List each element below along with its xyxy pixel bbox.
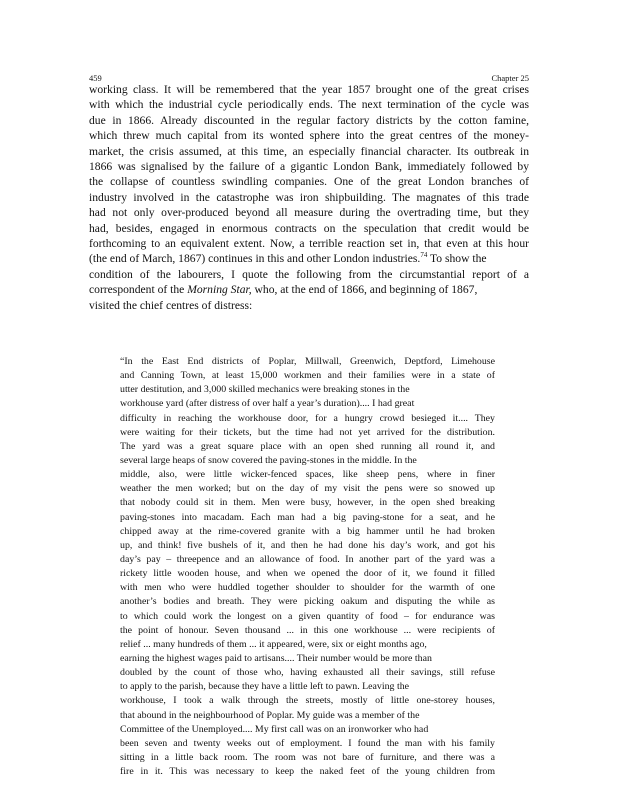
- body-line: [89, 251, 529, 266]
- quote-line: workhouse, I took a walk through the streets, mostly of little one-storey houses,: [120, 695, 495, 707]
- quote-line: earning the highest wages paid to artisans.... Their number would be more than: [120, 653, 432, 665]
- newspaper-title: Morning Star,: [187, 283, 252, 297]
- quote-line: “In the East End districts of Poplar, Millwall, Greenwich, Deptford, Limehouse: [120, 356, 495, 367]
- quote-line: doubled by the count of those who, having exhausted all their savings, still refuse: [120, 667, 495, 679]
- body-line: due in 1866. Already discounted in the regular factory districts by the cotton famine,: [89, 113, 529, 127]
- quote-line: several large heaps of snow covered the paving-stones in the middle. In the: [120, 455, 417, 467]
- body-line: working class. It will be remembered that the year 1857 brought one of the great crises: [89, 83, 529, 96]
- body-line: condition of the labourers, I quote the following from the circumstantial report of a: [89, 267, 529, 281]
- quote-line: day’s pay – threepence and an allowance of food. In another part of the yard was a: [120, 554, 495, 566]
- body-line: the collapse of countless swindling companies. One of the great London branches of: [89, 175, 529, 189]
- body-line-text: To show the: [427, 252, 487, 266]
- body-line: forthcoming to an equivalent extent. Now, a terrible reaction set in, that even at this hour: [89, 236, 529, 250]
- body-line-text: (the end of March, 1867) continues in this and other London industries.: [89, 252, 421, 266]
- body-line-text: correspondent of the: [89, 283, 188, 297]
- quote-line: the point of honour. Seven thousand ... in this one workhouse ... were recipients of: [120, 624, 495, 636]
- footnote-reference[interactable]: 74: [420, 251, 428, 260]
- body-line: had not only over-produced beyond all measure during the overtrading time, but they: [89, 206, 529, 220]
- quote-line: rickety little wooden house, and when we opened the door of it, we found it filled: [120, 568, 495, 580]
- quote-line: were waiting for their tickets, but the time had not yet arrived for the distribution.: [120, 426, 495, 438]
- quote-line: sitting in a little back room. The room was not bare of furniture, and there was a: [120, 752, 495, 764]
- quote-line: The yard was a great square place with an open shed running all round it, and: [120, 440, 495, 452]
- quote-line: relief ... many hundreds of them ... it appeared, were, six or eight months ago,: [120, 638, 427, 650]
- chapter-label: Chapter 25: [491, 73, 529, 83]
- body-line: with which the industrial cycle periodically ends. The next termination of the cycle was: [89, 98, 529, 112]
- quote-line: Committee of the Unemployed.... My first call was on an ironworker who had: [120, 723, 429, 735]
- body-line: visited the chief centres of distress:: [89, 298, 253, 312]
- quote-line: with men who were huddled together shoulder to shoulder for the warmth of one: [120, 582, 495, 594]
- quote-line: that abound in the neighbourhood of Poplar. My guide was a member of the: [120, 709, 420, 721]
- quote-line: middle, also, were little wicker-fenced spaces, like sheep pens, where in finer: [120, 469, 495, 481]
- quote-line: that nobody could sit in them. Men were busy, however, in the open shed breaking: [120, 497, 495, 509]
- quote-line: up, and think! five bushels of it, and then he had done his day’s work, and got his: [120, 539, 495, 551]
- quote-line: and Canning Town, at least 15,000 workmen and their families were in a state of: [120, 370, 495, 382]
- quote-line: paving-stones into macadam. Each man had a big paving-stone for a seat, and he: [120, 511, 495, 523]
- quote-line: difficulty in reaching the workhouse door, for a hungry crowd besieged it.... They: [120, 412, 495, 424]
- quote-line: workhouse yard (after distress of over half a year’s duration).... I had great: [120, 398, 415, 410]
- body-paragraph: [89, 82, 529, 313]
- quote-line: to apply to the parish, because they have a little left to pawn. Leaving the: [120, 681, 410, 693]
- body-line: market, the crisis assumed, at this time, an especially financial character. Its outbreak in: [89, 144, 529, 158]
- quote-line: utter destitution, and 3,000 skilled mechanics were breaking stones in the: [120, 384, 410, 396]
- quote-line: fire in it. This was necessary to keep the naked feet of the young children from: [120, 766, 495, 778]
- body-line: industry involved in the catastrophe was iron shipbuilding. The magnates of this trade: [89, 190, 529, 204]
- body-line: had, besides, engaged in enormous contracts on the speculation that credit would be: [89, 221, 529, 235]
- body-line: [89, 282, 529, 297]
- quote-line: to which could work the longest on a given quantity of food – for endurance was: [120, 610, 495, 622]
- block-quote: [120, 355, 495, 779]
- page-number: 459: [89, 73, 102, 83]
- body-line: which threw much capital from its wonted sphere into the great centres of the money-: [89, 129, 529, 143]
- quote-line: been seven and twenty weeks out of employment. I found the man with his family: [120, 737, 495, 749]
- quote-line: weather the men worked; but on the day of my visit the pens were so snowed up: [120, 483, 495, 495]
- quote-line: another’s bodies and breath. They were picking oakum and disputing the while as: [120, 596, 495, 608]
- body-line: 1866 was signalised by the failure of a gigantic London Bank, immediately followed by: [89, 159, 529, 173]
- body-line-text: who, at the end of 1866, and beginning of 1867,: [251, 283, 478, 297]
- quote-line: chipped away at the rime-covered granite with a big hammer until he had broken: [120, 525, 495, 537]
